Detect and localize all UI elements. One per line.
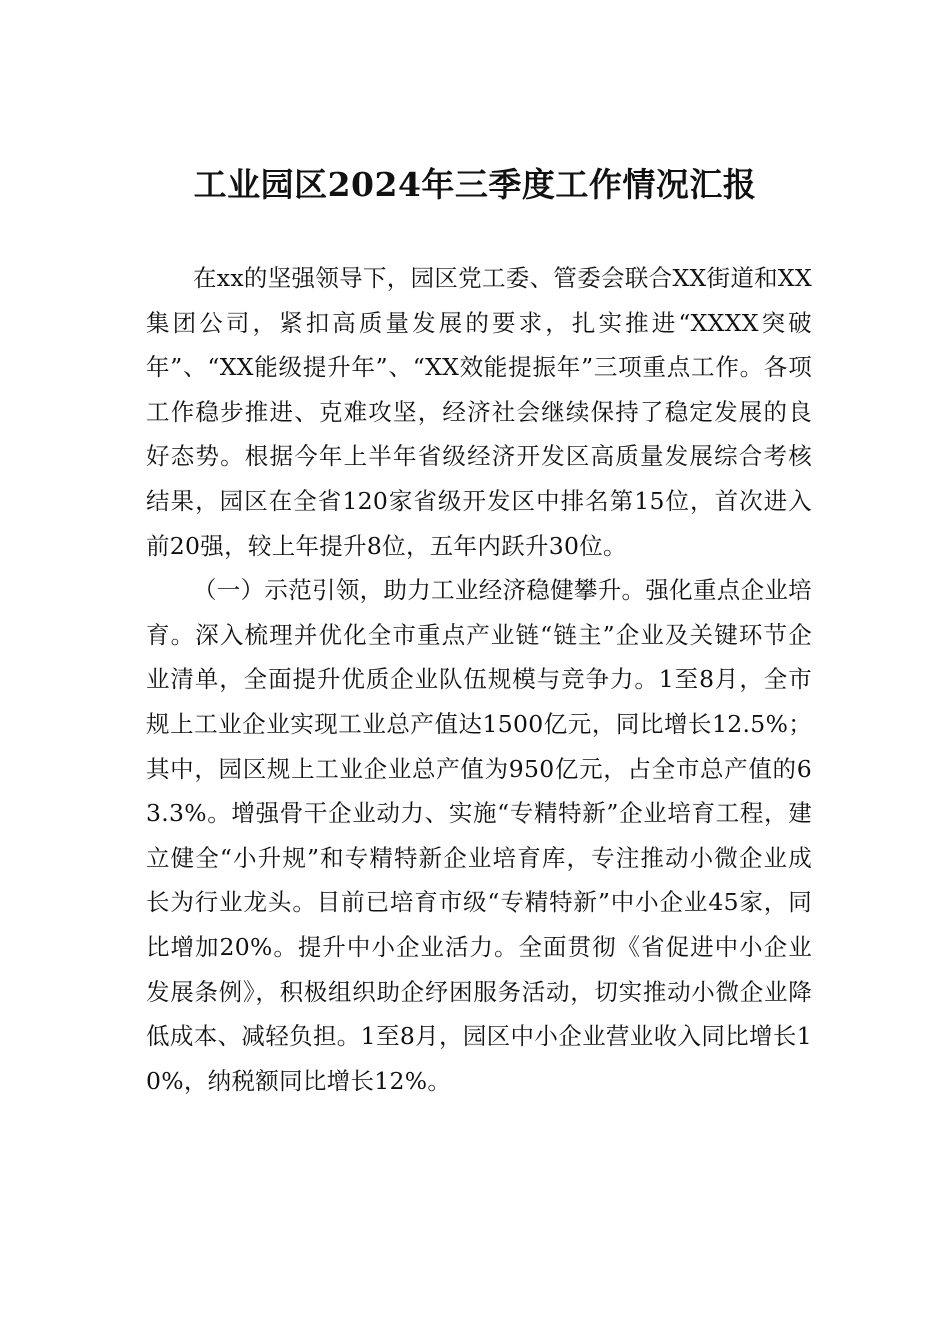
- paragraph-section-one: （一）示范引领，助力工业经济稳健攀升。强化重点企业培育。深入梳理并优化全市重点产业链“链主”企业及关键环节企业清单，全面提升优质企业队伍规模与竞争力。1至8月，全市规上工业企业实现工业总产值达1500亿元，同比增长12.5%；其中，园区规上工业企业总产值为950亿元，占全市总产值的63.3%。增强骨干企业动力、实施“专精特新”企业培育工程，建立健全“小升规”和专精特新企业培育库，专注推动小微企业成长为行业龙头。目前已培育市级“专精特新”中小企业45家，同比增加20%。提升中小企业活力。全面贯彻《省促进中小企业发展条例》，积极组织助企纾困服务活动，切实推动小微企业降低成本、减轻负担。1至8月，园区中小企业营业收入同比增长10%，纳税额同比增长12%。: [146, 576, 812, 1095]
- paragraph-intro: 在xx的坚强领导下，园区党工委、管委会联合XX街道和XX集团公司，紧扣高质量发展的要求，扎实推进“XXXX突破年”、“XX能级提升年”、“XX效能提振年”三项重点工作。各项工作稳步推进、克难攻坚，经济社会继续保持了稳定发展的良好态势。根据今年上半年省级经济开发区高质量发展综合考核结果，园区在全省120家省级开发区中排名第15位，首次进入前20强，较上年提升8位，五年内跃升30位。: [146, 264, 812, 560]
- document-title: 工业园区2024年三季度工作情况汇报: [193, 165, 757, 204]
- document-body: [146, 256, 812, 1103]
